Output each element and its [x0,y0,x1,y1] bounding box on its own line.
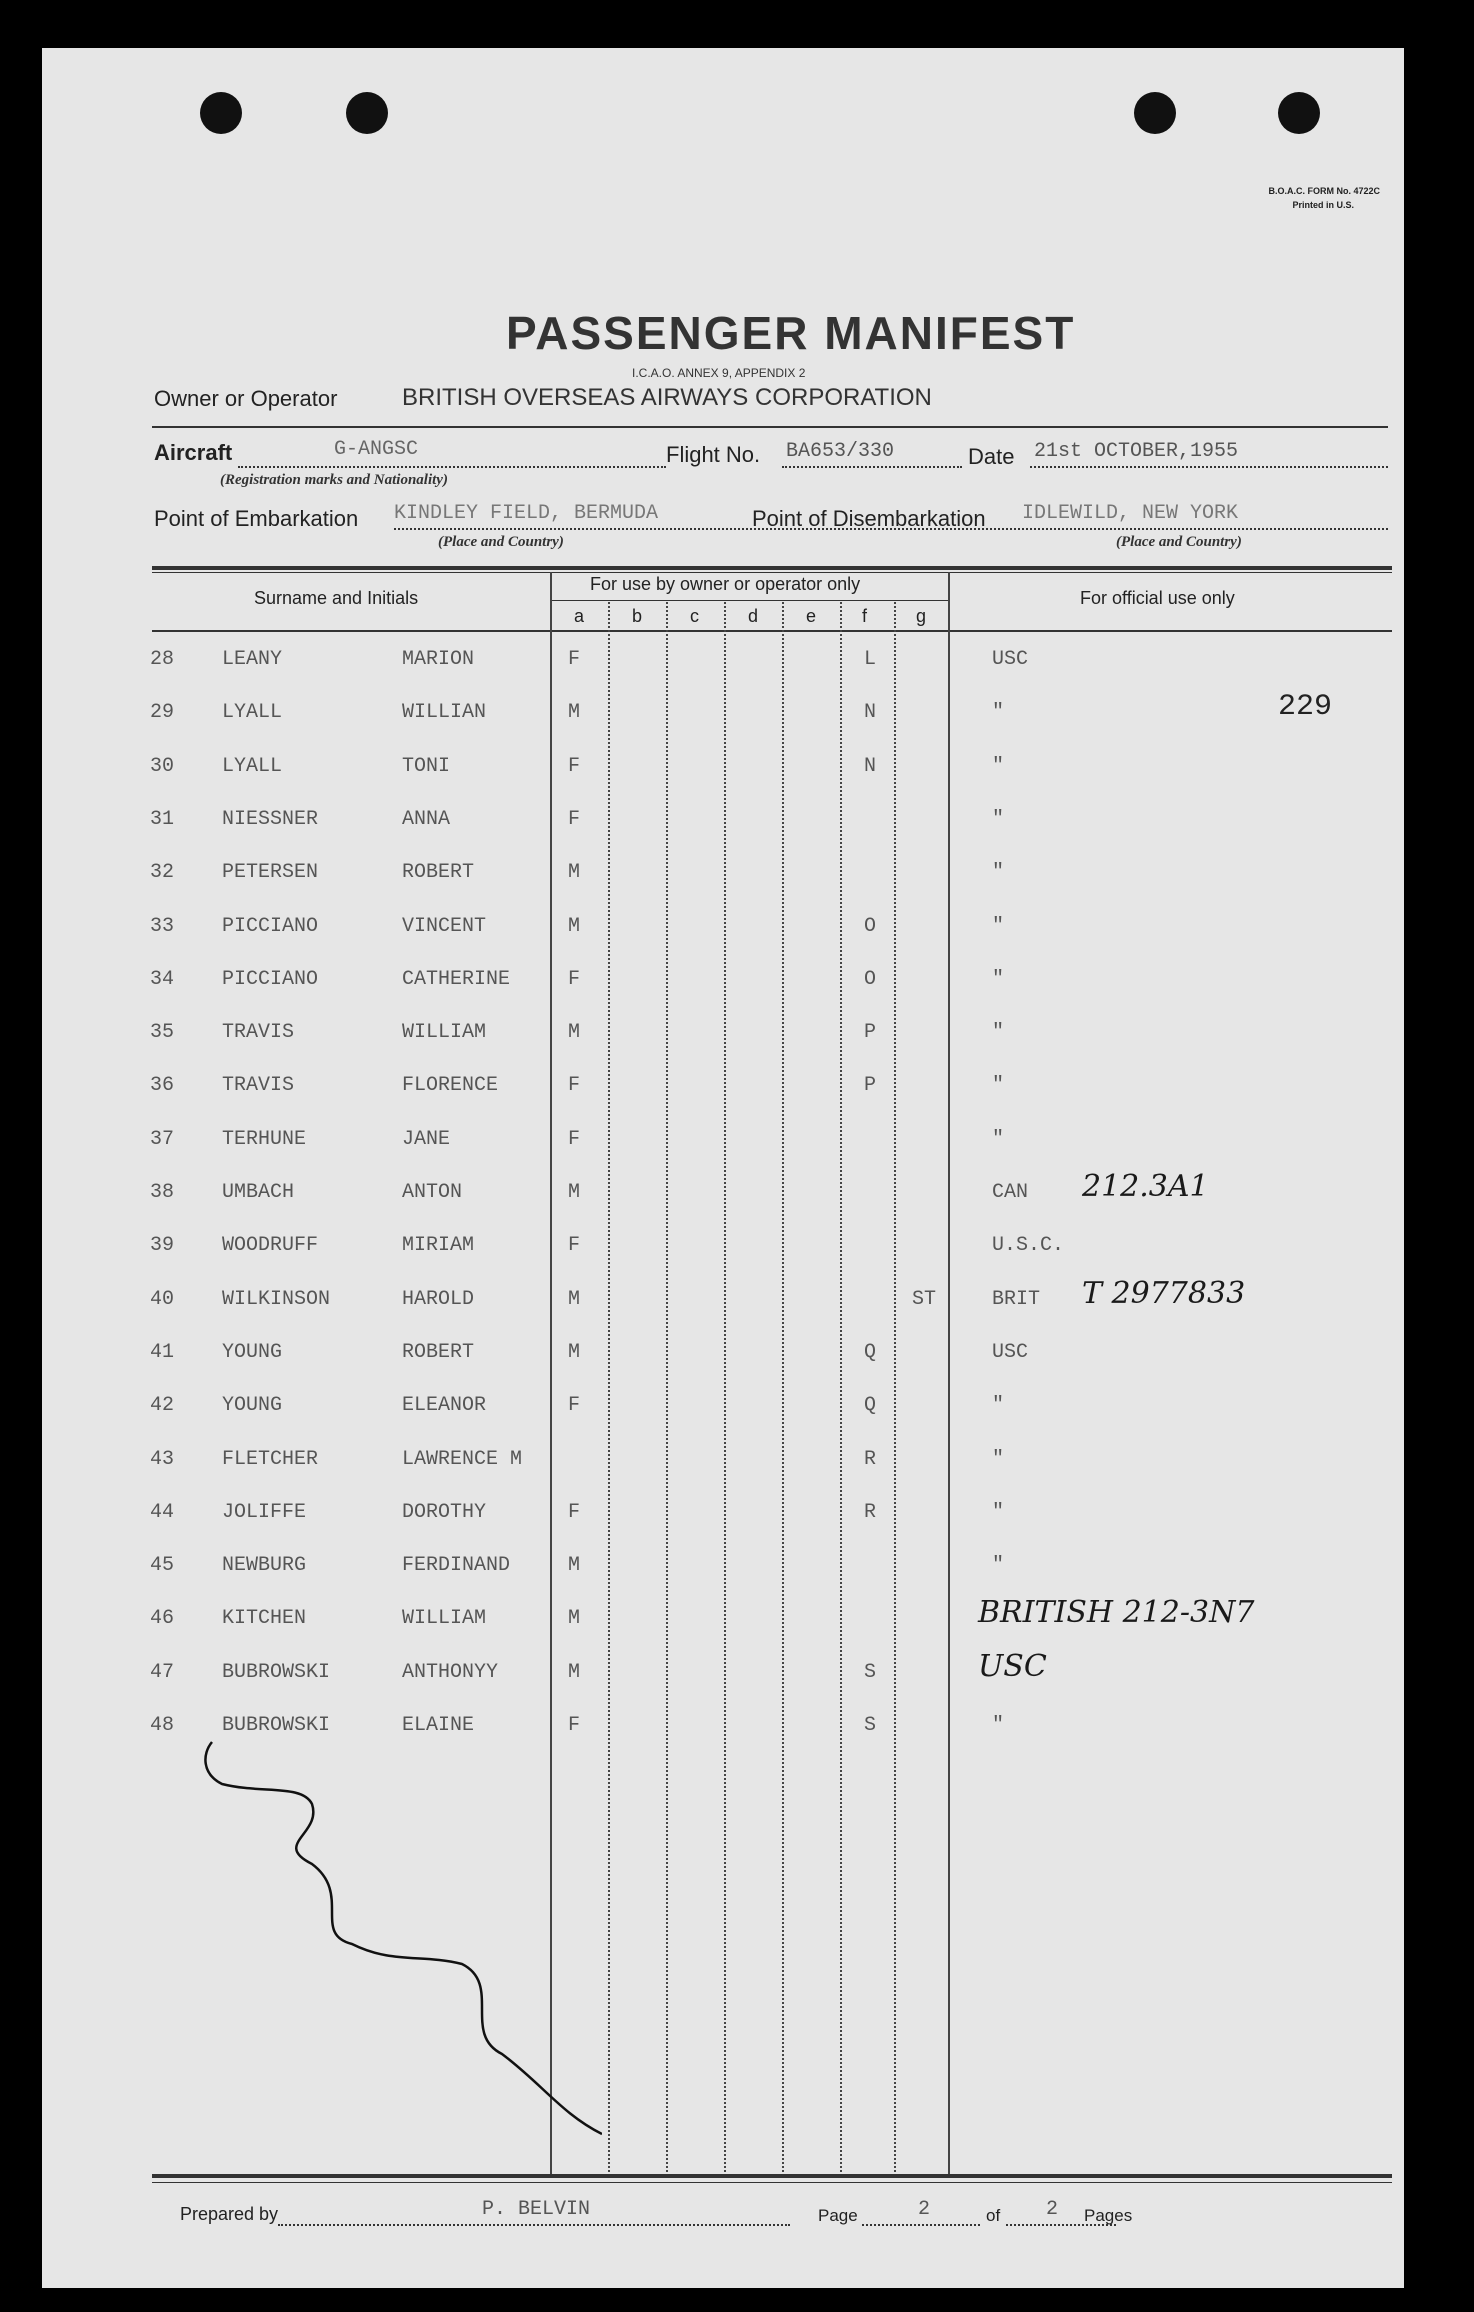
col-f: O [864,968,877,991]
sex: M [568,1288,581,1311]
sex: F [568,1234,581,1257]
row-number: 41 [150,1341,175,1364]
col-f: N [864,701,877,724]
surname: TERHUNE [222,1128,307,1151]
surname: NEWBURG [222,1554,307,1577]
page-title: PASSENGER MANIFEST [506,307,1076,359]
date-label: Date [968,444,1015,469]
row-number: 39 [150,1234,175,1257]
given-name: LAWRENCE M [402,1448,523,1471]
table-row [42,804,1404,854]
punch-hole [1278,92,1320,134]
given-name: FERDINAND [402,1554,511,1577]
given-name: WILLIAN [402,701,487,724]
official-note: " [992,1394,1005,1417]
sub-col-c: c [690,606,699,626]
table-row [42,751,1404,801]
given-name: HAROLD [402,1288,475,1311]
void-line [162,1734,602,2174]
of-label: of [986,2206,1001,2225]
flight-label: Flight No. [666,442,761,467]
table-row [42,1169,1404,1227]
col-f: S [864,1661,877,1684]
sex: F [568,1128,581,1151]
official-note: CAN [992,1181,1029,1204]
surname: UMBACH [222,1181,295,1204]
col-surname-header: Surname and Initials [254,588,419,608]
form-number: B.O.A.C. FORM No. 4722C [1268,186,1380,196]
page-subtitle: I.C.A.O. ANNEX 9, APPENDIX 2 [632,366,806,380]
sub-col-f: f [862,606,868,626]
official-note: USC [992,648,1029,671]
surname: TRAVIS [222,1021,295,1044]
surname: LEANY [222,648,283,671]
disembarkation-label: Point of Disembarkation [752,506,986,531]
given-name: WILLIAM [402,1607,487,1630]
surname: BUBROWSKI [222,1714,331,1737]
official-note: " [992,1714,1005,1737]
row-number: 45 [150,1554,175,1577]
col-f: P [864,1021,877,1044]
given-name: ANTHONYY [402,1661,499,1684]
col-owner-header: For use by owner or operator only [590,574,861,594]
sub-col-a: a [574,606,585,626]
sex: F [568,648,581,671]
table-row [42,644,1404,694]
sex: M [568,1661,581,1684]
sex: F [568,755,581,778]
row-number: 28 [150,648,175,671]
sex: F [568,968,581,991]
given-name: CATHERINE [402,968,511,991]
given-name: FLORENCE [402,1074,499,1097]
sex: M [568,1554,581,1577]
official-note: " [992,1448,1005,1471]
table-row [42,697,1404,747]
table-row [42,1017,1404,1067]
row-number: 30 [150,755,175,778]
row-number: 44 [150,1501,175,1524]
embarkation-label: Point of Embarkation [154,506,359,531]
given-name: VINCENT [402,915,487,938]
surname: KITCHEN [222,1607,307,1630]
surname: WILKINSON [222,1288,331,1311]
printed-note: Printed in U.S. [1292,200,1354,210]
surname: BUBROWSKI [222,1661,331,1684]
aircraft-note: (Registration marks and Nationality) [220,472,448,488]
given-name: WILLIAM [402,1021,487,1044]
col-f: Q [864,1394,877,1417]
row-number: 46 [150,1607,175,1630]
sex: M [568,1607,581,1630]
given-name: ANTON [402,1181,463,1204]
punch-hole [200,92,242,134]
table-row [42,1124,1404,1174]
table-row [42,1497,1404,1547]
surname: JOLIFFE [222,1501,307,1524]
official-note: " [992,968,1005,991]
row-number: 35 [150,1021,175,1044]
official-note: " [992,1501,1005,1524]
owner-label: Owner or Operator [154,386,338,411]
page-stamp-number: 229 [1278,690,1333,724]
table-row [42,1390,1404,1440]
sex: M [568,701,581,724]
row-number: 36 [150,1074,175,1097]
handwritten-note: USC [978,1649,1047,1684]
official-note: " [992,1021,1005,1044]
surname: TRAVIS [222,1074,295,1097]
prepared-value: P. BELVIN [482,2198,591,2221]
given-name: MARION [402,648,475,671]
disembarkation-value: IDLEWILD, NEW YORK [1022,502,1239,525]
col-f: R [864,1501,877,1524]
col-f: Q [864,1341,877,1364]
official-note: " [992,808,1005,831]
sex: F [568,1501,581,1524]
table-row [42,1649,1404,1707]
surname: YOUNG [222,1341,283,1364]
surname: PICCIANO [222,968,319,991]
official-note: " [992,1074,1005,1097]
surname: PETERSEN [222,861,319,884]
surname: NIESSNER [222,808,319,831]
given-name: ELAINE [402,1714,475,1737]
col-f: N [864,755,877,778]
owner-value: BRITISH OVERSEAS AIRWAYS CORPORATION [402,384,932,411]
col-f: R [864,1448,877,1471]
given-name: DOROTHY [402,1501,487,1524]
col-f: L [864,648,877,671]
given-name: ANNA [402,808,451,831]
sex: M [568,1341,581,1364]
surname: LYALL [222,755,283,778]
given-name: ELEANOR [402,1394,487,1417]
handwritten-note: 212.3A1 [1082,1169,1209,1204]
pages-label: Pages [1084,2206,1133,2225]
embarkation-value: KINDLEY FIELD, BERMUDA [394,502,659,525]
sex: F [568,1714,581,1737]
table-row [42,1230,1404,1280]
sex: M [568,861,581,884]
given-name: ROBERT [402,861,475,884]
aircraft-label: Aircraft [154,440,233,465]
of-value: 2 [1046,2198,1059,2221]
table-row [42,1444,1404,1494]
disembarkation-note: (Place and Country) [1116,534,1242,550]
sex: F [568,1394,581,1417]
sex: F [568,808,581,831]
table-row [42,1337,1404,1387]
row-number: 33 [150,915,175,938]
surname: FLETCHER [222,1448,319,1471]
surname: PICCIANO [222,915,319,938]
official-note: " [992,915,1005,938]
page-value: 2 [918,2198,931,2221]
given-name: ROBERT [402,1341,475,1364]
given-name: MIRIAM [402,1234,475,1257]
sub-col-d: d [748,606,759,626]
table-row [42,857,1404,907]
official-note: " [992,755,1005,778]
official-note: USC [992,1341,1029,1364]
punch-hole [346,92,388,134]
col-g: ST [912,1288,937,1311]
table-row [42,964,1404,1014]
col-official-header: For official use only [1080,588,1235,608]
given-name: JANE [402,1128,451,1151]
official-note: BRIT [992,1288,1041,1311]
col-f: P [864,1074,877,1097]
col-f: O [864,915,877,938]
row-number: 38 [150,1181,175,1204]
sex: F [568,1074,581,1097]
row-number: 43 [150,1448,175,1471]
manifest-sheet [42,48,1404,2288]
sex: M [568,1181,581,1204]
sub-col-g: g [916,606,927,626]
table-row [42,911,1404,961]
handwritten-note: T 2977833 [1082,1276,1246,1311]
row-number: 32 [150,861,175,884]
table-row [42,1550,1404,1600]
sex: M [568,1021,581,1044]
given-name: TONI [402,755,451,778]
row-number: 40 [150,1288,175,1311]
sex: M [568,915,581,938]
table-row [42,1276,1404,1334]
punch-hole [1134,92,1176,134]
table-top-rule [152,566,1392,570]
official-note: " [992,861,1005,884]
embarkation-note: (Place and Country) [438,534,564,550]
flight-value: BA653/330 [786,440,895,463]
official-note: " [992,1128,1005,1151]
surname: WOODRUFF [222,1234,319,1257]
surname: YOUNG [222,1394,283,1417]
row-number: 47 [150,1661,175,1684]
sub-col-b: b [632,606,643,626]
official-note: " [992,1554,1005,1577]
prepared-label: Prepared by [180,2204,279,2224]
row-number: 37 [150,1128,175,1151]
row-number: 29 [150,701,175,724]
official-note: U.S.C. [992,1234,1065,1257]
page-label: Page [818,2206,858,2225]
date-value: 21st OCTOBER,1955 [1034,440,1239,463]
table-row [42,1595,1404,1653]
row-number: 31 [150,808,175,831]
table-row [42,1070,1404,1120]
sub-col-e: e [806,606,817,626]
row-number: 48 [150,1714,175,1737]
row-number: 42 [150,1394,175,1417]
official-note: " [992,701,1005,724]
surname: LYALL [222,701,283,724]
handwritten-note: BRITISH 212-3N7 [978,1595,1255,1630]
col-f: S [864,1714,877,1737]
aircraft-value: G-ANGSC [334,438,419,461]
row-number: 34 [150,968,175,991]
